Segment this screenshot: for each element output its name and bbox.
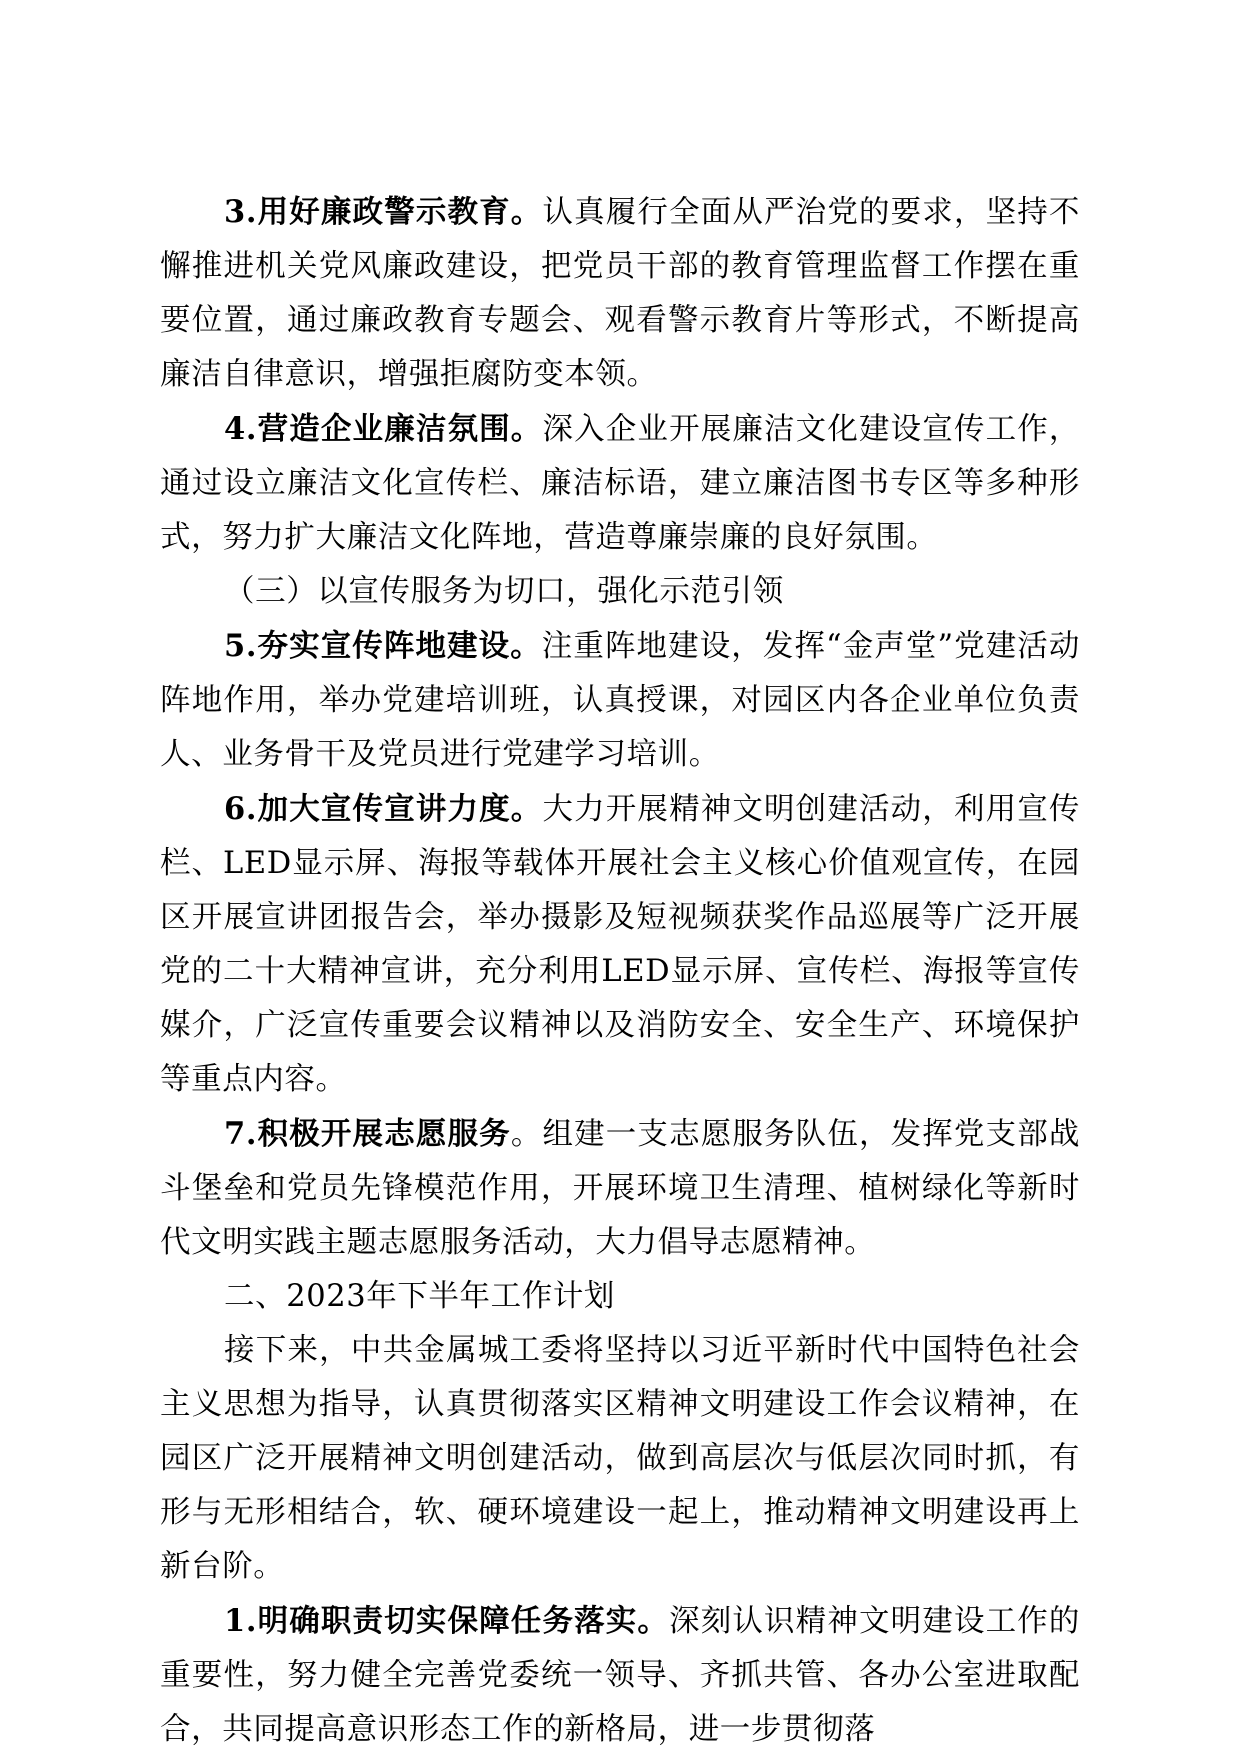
paragraph-lead: 5.夯实宣传阵地建设。 — [224, 628, 542, 664]
document-body — [160, 185, 1080, 1757]
paragraph-text: 深入企业开展廉洁文化建设宣传工作，通过设立廉洁文化宣传栏、廉洁标语，建立廉洁图书专区等多种形式，努力扩大廉洁文化阵地，营造尊廉崇廉的良好氛围。 — [160, 412, 1080, 555]
paragraph-6-publicity-efforts — [160, 782, 1080, 1107]
paragraph-lead: 3.用好廉政警示教育。 — [224, 194, 543, 230]
paragraph-4-enterprise-integrity — [160, 402, 1080, 565]
paragraph-7-volunteer-service — [160, 1107, 1080, 1270]
section-heading-2: 二、2023年下半年工作计划 — [224, 1279, 616, 1314]
paragraph-lead: 6.加大宣传宣讲力度。 — [224, 791, 543, 827]
paragraph-text: 深刻认识精神文明建设工作的重要性，努力健全完善党委统一领导、齐抓共管、各办公室进取配合，共同提高意识形态工作的新格局，进一步贯彻落 — [160, 1604, 1080, 1747]
paragraph-text: 注重阵地建设，发挥“金声堂”党建活动阵地作用，举办党建培训班，认真授课，对园区内各企业单位负责人、业务骨干及党员进行党建学习培训。 — [160, 629, 1080, 772]
section-heading-3: （三）以宣传服务为切口，强化示范引领 — [224, 574, 784, 609]
paragraph-text: 认真履行全面从严治党的要求，坚持不懈推进机关党风廉政建设，把党员干部的教育管理监督工作摆在重要位置，通过廉政教育专题会、观看警示教育片等形式，不断提高廉洁自律意识，增强拒腐防变本领。 — [160, 195, 1080, 392]
paragraph-1-responsibilities — [160, 1594, 1080, 1757]
paragraph-text: 接下来，中共金属城工委将坚持以习近平新时代中国特色社会主义思想为指导，认真贯彻落实区精神文明建设工作会议精神，在园区广泛开展精神文明创建活动，做到高层次与低层次同时抓，有形与无形相结合，软、硬环境建设一起上，推动精神文明建设再上新台阶。 — [160, 1333, 1080, 1584]
paragraph-lead: 4.营造企业廉洁氛围。 — [224, 411, 543, 447]
paragraph-lead: 7.积极开展志愿服务 — [224, 1116, 511, 1152]
paragraph-5-publicity-position — [160, 619, 1080, 782]
paragraph-lead: 1.明确职责切实保障任务落实。 — [224, 1603, 670, 1639]
paragraph-3-clean-government-education — [160, 185, 1080, 402]
paragraph-text: 。组建一支志愿服务队伍，发挥党支部战斗堡垒和党员先锋模范作用，开展环境卫生清理、植树绿化等新时代文明实践主题志愿服务活动，大力倡导志愿精神。 — [160, 1117, 1080, 1260]
paragraph-next-steps — [160, 1324, 1080, 1594]
paragraph-text: 大力开展精神文明创建活动，利用宣传栏、LED显示屏、海报等载体开展社会主义核心价值观宣传，在园区开展宣讲团报告会，举办摄影及短视频获奖作品巡展等广泛开展党的二十大精神宣讲，充分利用LED显示屏、宣传栏、海报等宣传媒介，广泛宣传重要会议精神以及消防安全、安全生产、环境保护等重点内容。 — [160, 792, 1080, 1097]
